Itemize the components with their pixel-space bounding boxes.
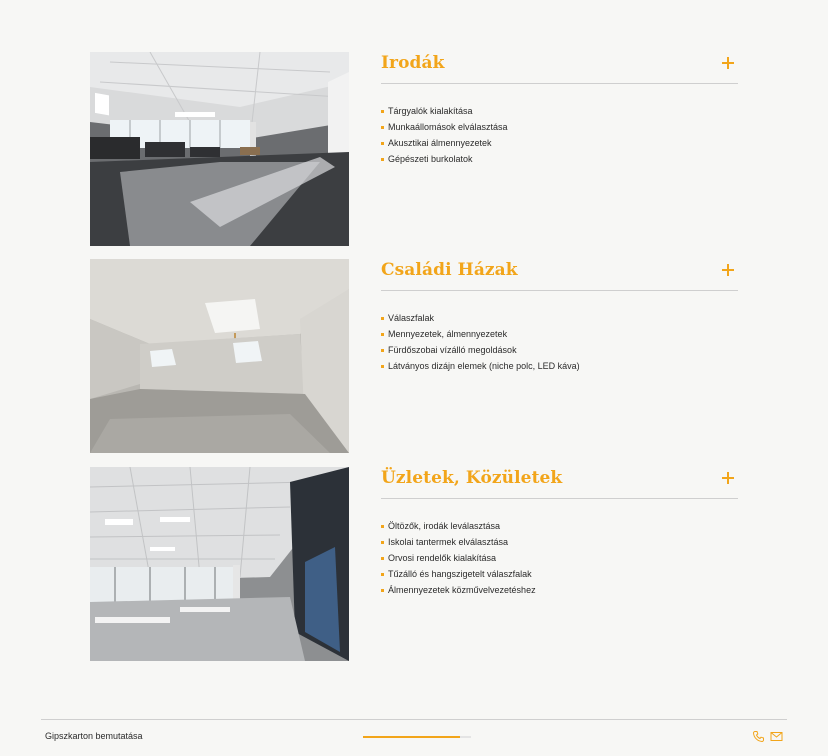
section-irodak (90, 52, 738, 246)
list-item: Iskolai tantermek elválasztása (381, 534, 738, 550)
commercial-photo (90, 467, 349, 661)
phone-icon[interactable] (752, 730, 765, 743)
scroll-progress-fill (363, 736, 460, 738)
plus-icon[interactable] (722, 57, 734, 69)
section-content (381, 52, 738, 167)
mail-icon[interactable] (770, 730, 783, 743)
list-item: Munkaállomások elválasztása (381, 119, 738, 135)
list-item: Válaszfalak (381, 310, 738, 326)
list-item: Tűzálló és hangszigetelt válaszfalak (381, 566, 738, 582)
plus-icon[interactable] (722, 264, 734, 276)
office-photo (90, 52, 349, 246)
feature-list (381, 103, 738, 167)
attic-photo (90, 259, 349, 453)
list-item: Fürdőszobai vízálló megoldások (381, 342, 738, 358)
list-item: Öltözők, irodák leválasztása (381, 518, 738, 534)
footer-bar (41, 719, 787, 756)
section-content (381, 259, 738, 374)
list-item: Mennyezetek, álmennyezetek (381, 326, 738, 342)
accordion-header[interactable] (381, 259, 738, 291)
section-title: Családi Házak (381, 260, 518, 280)
section-uzletek-kozuletek (90, 467, 738, 661)
list-item: Álmennyezetek közművelvezetéshez (381, 582, 738, 598)
feature-list (381, 310, 738, 374)
feature-list (381, 518, 738, 598)
accordion-header[interactable] (381, 52, 738, 84)
accordion-header[interactable] (381, 467, 738, 499)
footer-label: Gipszkarton bemutatása (45, 731, 143, 741)
section-content (381, 467, 738, 598)
section-title: Irodák (381, 53, 445, 73)
scroll-progress (363, 736, 471, 738)
plus-icon[interactable] (722, 472, 734, 484)
list-item: Akusztikai álmennyezetek (381, 135, 738, 151)
list-item: Tárgyalók kialakítása (381, 103, 738, 119)
list-item: Orvosi rendelők kialakítása (381, 550, 738, 566)
section-title: Üzletek, Közületek (381, 468, 563, 488)
section-csaladi-hazak (90, 259, 738, 453)
list-item: Látványos dizájn elemek (niche polc, LED káva) (381, 358, 738, 374)
list-item: Gépészeti burkolatok (381, 151, 738, 167)
